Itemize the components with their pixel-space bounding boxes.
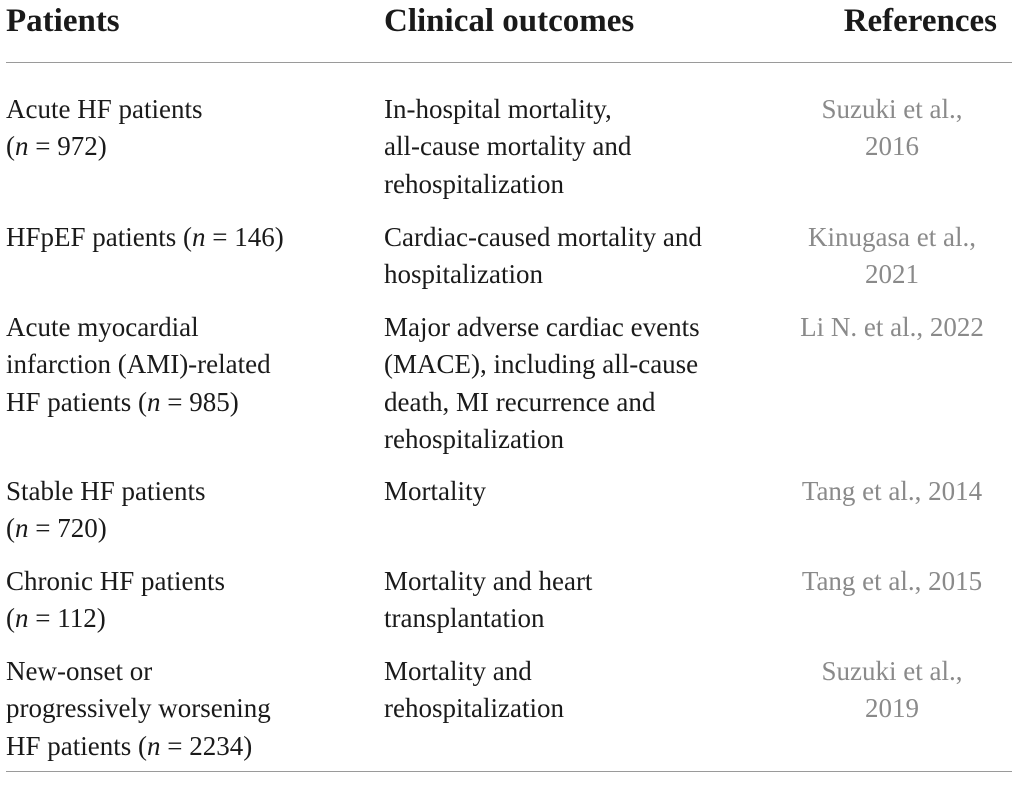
outcomes-cell: Mortality and heart transplantation [384,566,593,634]
patients-cell: Acute myocardial infarction (AMI)-related HF patients (n = 985) [6,312,271,417]
table-row [6,91,1012,219]
reference-link[interactable]: Kinugasa et al., 2021 [808,222,976,290]
outcomes-cell: Cardiac-caused mortality and hospitalization [384,222,702,290]
table-body [6,63,1012,771]
outcomes-table [6,0,1012,772]
table-row [6,653,1012,771]
table-header [6,0,1012,62]
table-bottom-divider [6,771,1012,772]
patients-cell: New-onset or progressively worsening HF patients (n = 2234) [6,656,271,761]
outcomes-cell: Mortality [384,476,486,506]
table-row [6,473,1012,563]
reference-link[interactable]: Tang et al., 2015 [801,566,983,596]
outcomes-cell: In-hospital mortality, all-cause mortality and rehospitalization [384,94,632,199]
reference-link[interactable]: Suzuki et al., 2016 [821,94,963,162]
patients-cell: Stable HF patients (n = 720) [6,476,206,544]
outcomes-cell: Mortality and rehospitalization [384,656,564,724]
header-clinical-outcomes: Clinical outcomes [384,3,635,39]
table-row [6,309,1012,473]
reference-link[interactable]: Tang et al., 2014 [801,476,983,506]
reference-link[interactable]: Li N. et al., 2022 [800,312,984,342]
patients-cell: HFpEF patients (n = 146) [6,222,284,252]
outcomes-cell: Major adverse cardiac events (MACE), including all-cause death, MI recurrence and rehospitalization [384,312,700,454]
header-references: References [843,3,997,39]
patients-cell: Acute HF patients (n = 972) [6,94,203,162]
patients-cell: Chronic HF patients (n = 112) [6,566,225,634]
header-patients: Patients [6,3,120,39]
table-row [6,219,1012,309]
reference-link[interactable]: Suzuki et al., 2019 [821,656,963,724]
table-row [6,563,1012,653]
